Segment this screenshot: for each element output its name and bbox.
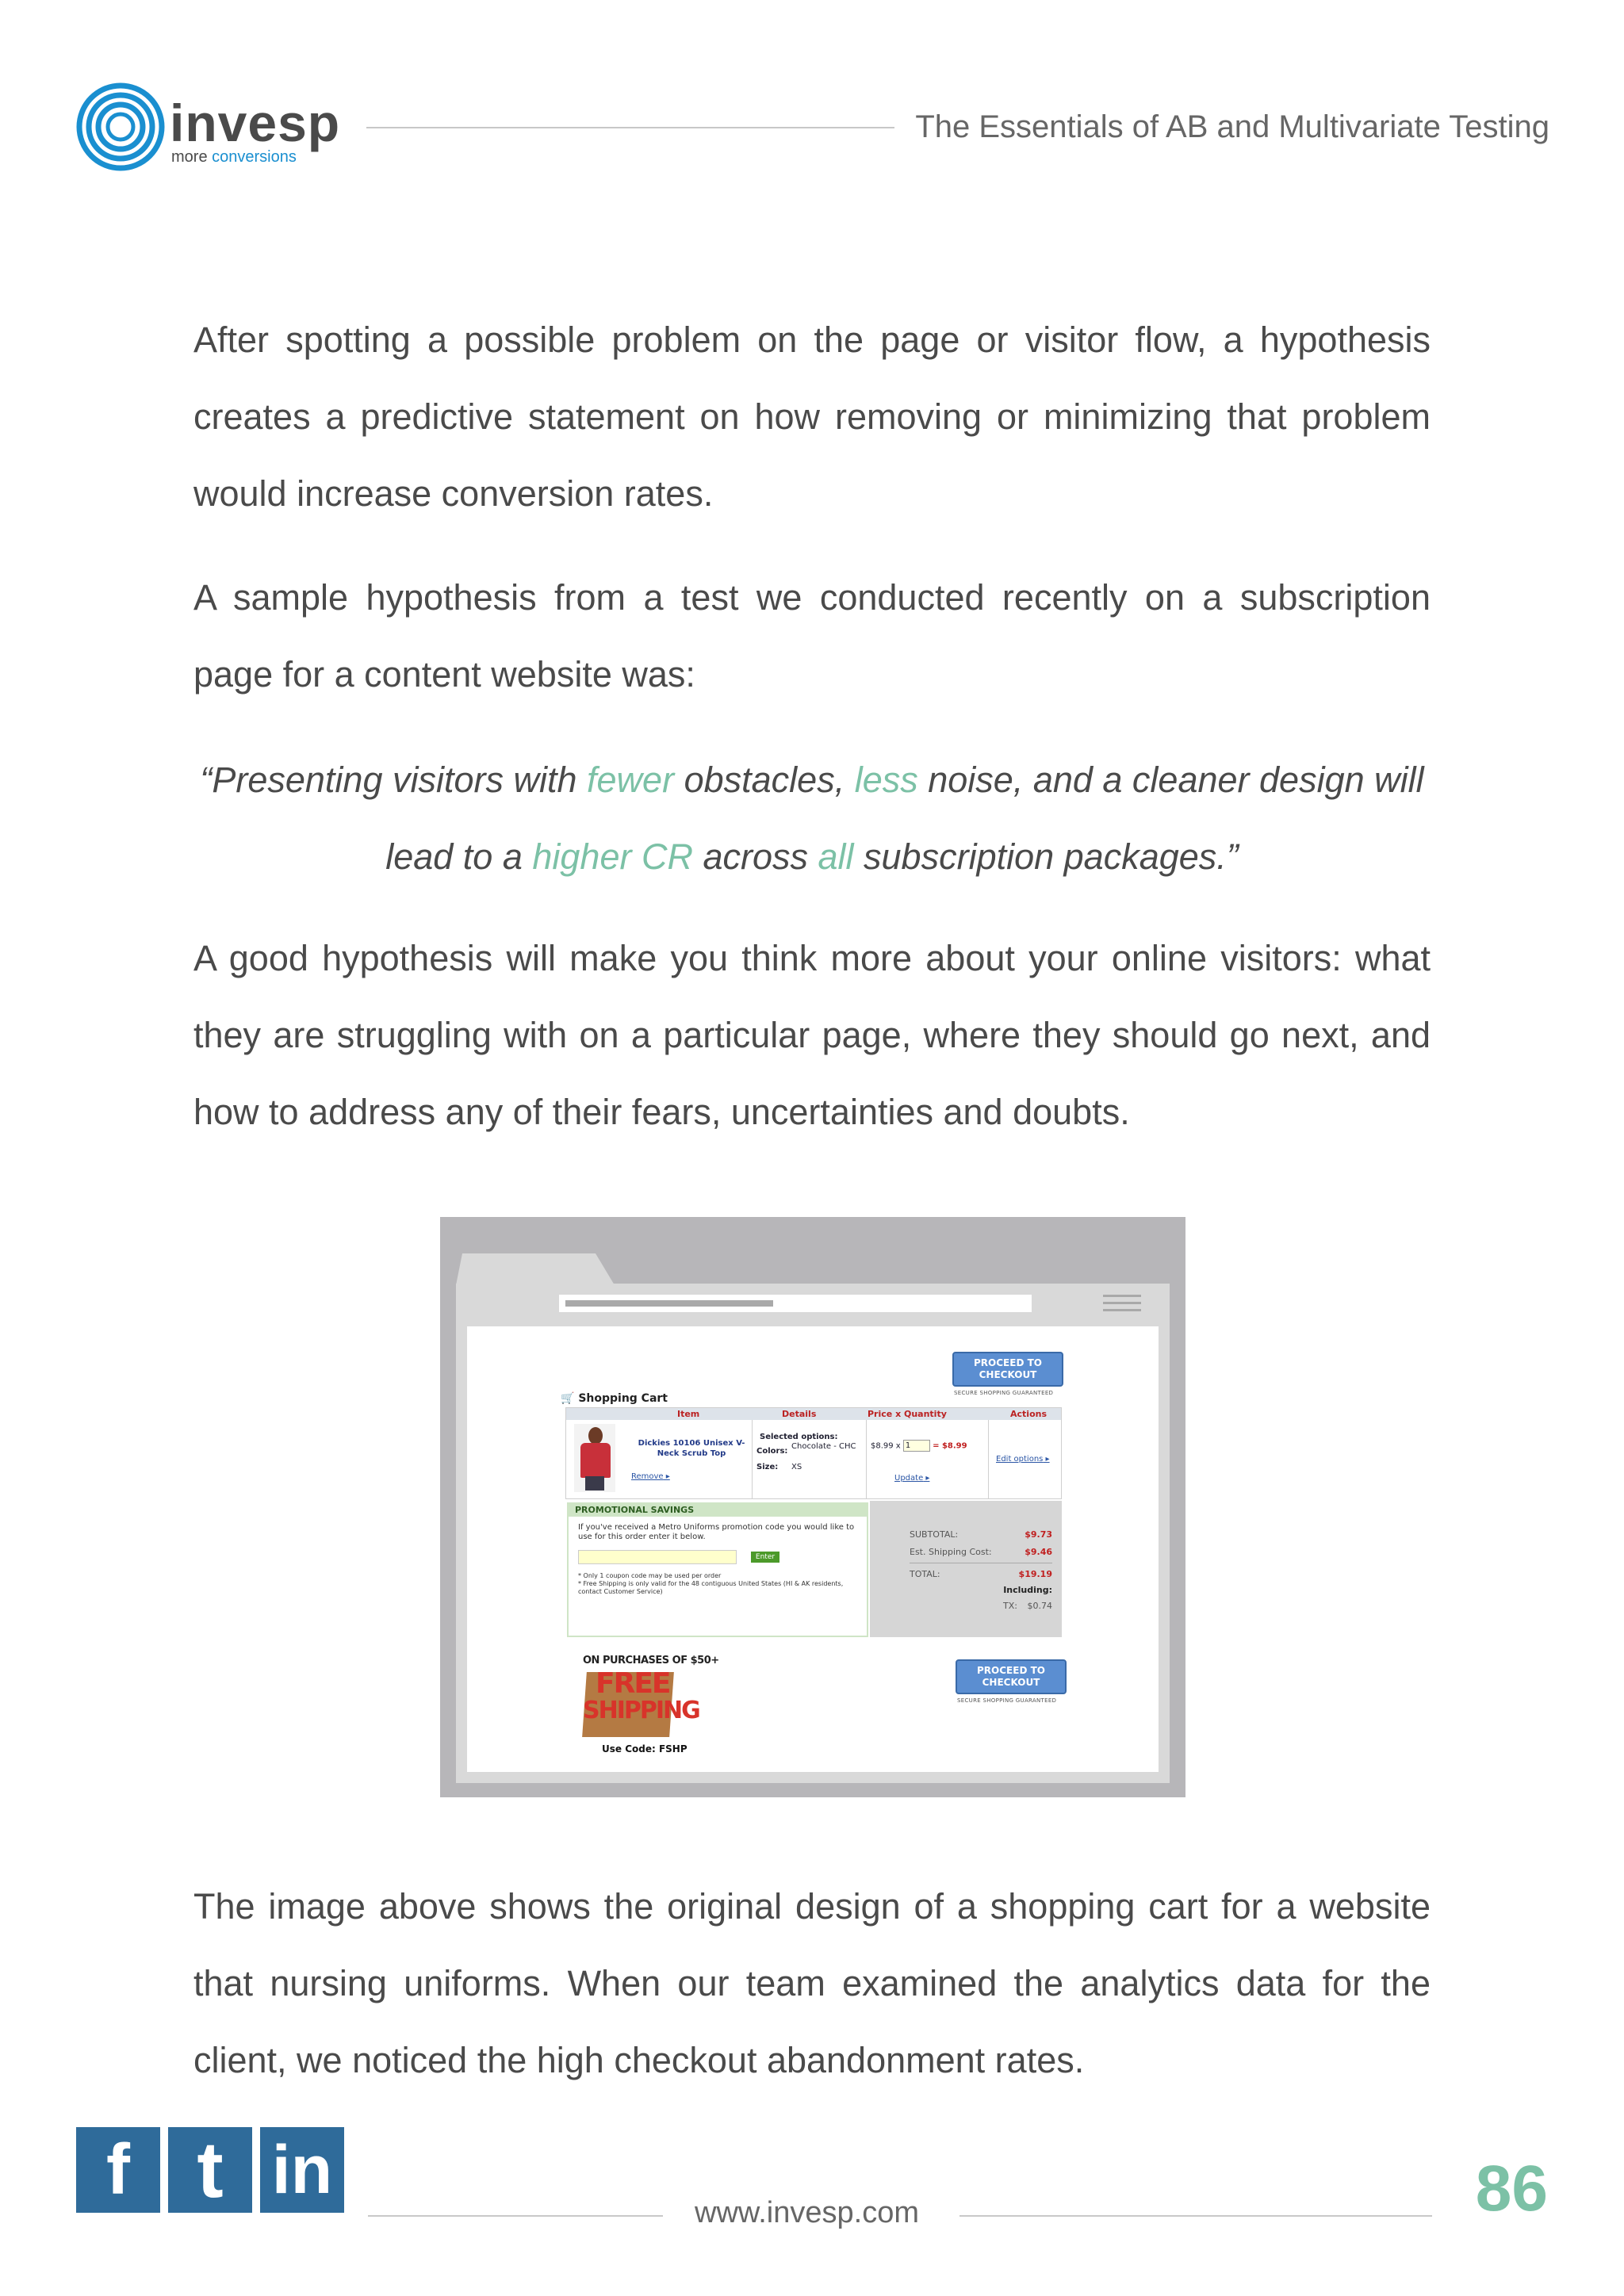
line-total: = $8.99 [933,1441,967,1451]
remove-text: Remove [631,1472,664,1481]
shipping-value: $9.46 [1025,1547,1052,1557]
browser-address-bar [559,1295,1032,1312]
footer-divider-left [368,2215,663,2217]
invesp-logo [76,82,346,178]
quote-part: subscription packages.” [853,836,1239,877]
col-price-qty: Price x Quantity [868,1409,947,1419]
coupon-code: Use Code: FSHP [602,1743,688,1755]
col-actions: Actions [1010,1409,1047,1419]
promo-note-2: * Free Shipping is only valid for the 48 contiguous United States (HI & AK residents, contact Customer Service) [578,1580,844,1595]
cart-title [561,1392,668,1405]
hamburger-menu-icon [1103,1295,1141,1315]
promo-code-input [578,1550,737,1564]
colors-value: Chocolate - CHC [791,1442,856,1451]
total-value: $19.19 [1018,1569,1052,1579]
quantity-input: 1 [903,1440,930,1452]
cart-table-header [566,1408,1061,1420]
quote-part: noise, and a cleaner design will lead to a [385,760,1424,877]
secure-note-top: SECURE SHOPPING GUARANTEED [954,1390,1054,1396]
edit-options-link: Edit options ▸ [996,1455,1050,1464]
header-divider [366,127,894,128]
quote-highlight: fewer [587,760,675,800]
subtotal-row [910,1529,1052,1540]
twitter-icon[interactable]: t [168,2127,252,2213]
paragraph-sample-hypothesis: A sample hypothesis from a test we conducted recently on a subscription page for a content website was: [193,577,1431,695]
cart-title-text: Shopping Cart [578,1392,668,1405]
proceed-to-checkout-button-top: PROCEED TO CHECKOUT [952,1352,1063,1387]
product-name: Dickies 10106 Unisex V-Neck Scrub Top [638,1439,745,1458]
subtotal-value: $9.73 [1025,1529,1052,1540]
free-shipping-stamp [583,1667,699,1724]
quote-part: across [692,836,818,877]
promo-note-1: * Only 1 coupon code may be used per order [578,1572,722,1579]
logo-rings-icon [76,82,165,171]
size-label: Size: [756,1463,779,1471]
promotional-savings-box [567,1502,868,1637]
product-image [574,1424,615,1492]
quote-part: “Presenting visitors with [200,760,588,800]
cart-table [565,1407,1062,1499]
tax-value: $0.74 [1027,1601,1052,1611]
update-link: Update ▸ [894,1474,930,1483]
selected-options-label: Selected options: [760,1433,838,1441]
paragraph-hypothesis-intro: After spotting a possible problem on the page or visitor flow, a hypothesis creates a predictive statement on how removing or minimizing that problem would increase conversion rates. [193,320,1431,514]
subtotal-label: SUBTOTAL: [910,1529,959,1540]
shipping-row [910,1547,1052,1557]
shipping-label: Est. Shipping Cost: [910,1547,992,1557]
facebook-icon[interactable]: f [76,2127,160,2213]
tax-label: TX: [1003,1601,1017,1611]
logo-tag-more: more [171,148,208,166]
quote-highlight: higher CR [532,836,693,877]
price-qty-row [871,1440,967,1452]
free-text: FREE [596,1667,670,1700]
remove-link: Remove ▸ [631,1472,670,1481]
promo-text: If you've received a Metro Uniforms promotion code you would like to use for this order enter it below. [578,1523,855,1541]
hypothesis-quote [193,741,1431,895]
address-bar-placeholder [565,1300,773,1307]
total-row [910,1569,1052,1579]
linkedin-icon[interactable]: in [260,2127,344,2213]
promo-header: PROMOTIONAL SAVINGS [569,1504,867,1517]
shopping-cart-screenshot [440,1217,1185,1797]
document-title: The Essentials of AB and Multivariate Testing [915,109,1549,144]
including-label: Including: [1003,1585,1052,1595]
quote-highlight: all [818,836,854,877]
free-shipping-condition: ON PURCHASES OF $50+ [583,1655,719,1667]
promo-notes [578,1572,864,1596]
cart-page [467,1326,1159,1772]
proceed-to-checkout-button-bottom: PROCEED TO CHECKOUT [956,1659,1067,1694]
edit-options-text: Edit options [996,1455,1044,1464]
paragraph-good-hypothesis: A good hypothesis will make you think more about your online visitors: what they are struggling with on a particular page, where they should go next, and how to address any of their fears, uncertainties and doubts. [193,938,1431,1132]
footer-divider-right [959,2215,1432,2217]
col-details: Details [782,1409,817,1419]
unit-price: $8.99 x [871,1441,901,1451]
cart-icon: 🛒 [561,1392,575,1405]
logo-wordmark: invesp [170,94,341,152]
quote-part: obstacles, [674,760,855,800]
total-label: TOTAL: [910,1569,940,1579]
quote-highlight: less [854,760,918,800]
secure-note-bottom: SECURE SHOPPING GUARANTEED [957,1697,1057,1704]
footer-url[interactable]: www.invesp.com [695,2196,919,2229]
shipping-text: SHIPPING [583,1697,699,1724]
logo-tagline [171,149,297,165]
browser-tab [456,1253,615,1285]
logo-tag-conversions: conversions [212,148,297,166]
promo-enter-button: Enter [751,1552,779,1563]
colors-label: Colors: [756,1447,788,1456]
col-item: Item [677,1409,700,1419]
paragraph-image-description: The image above shows the original design of a shopping cart for a website that nursing uniforms. When our team examined the analytics data for the client, we noticed the high checkout abandonment rates. [193,1886,1431,2080]
update-text: Update [894,1474,924,1483]
size-value: XS [791,1463,802,1471]
order-totals [870,1501,1062,1637]
page-number: 86 [1475,2152,1548,2225]
